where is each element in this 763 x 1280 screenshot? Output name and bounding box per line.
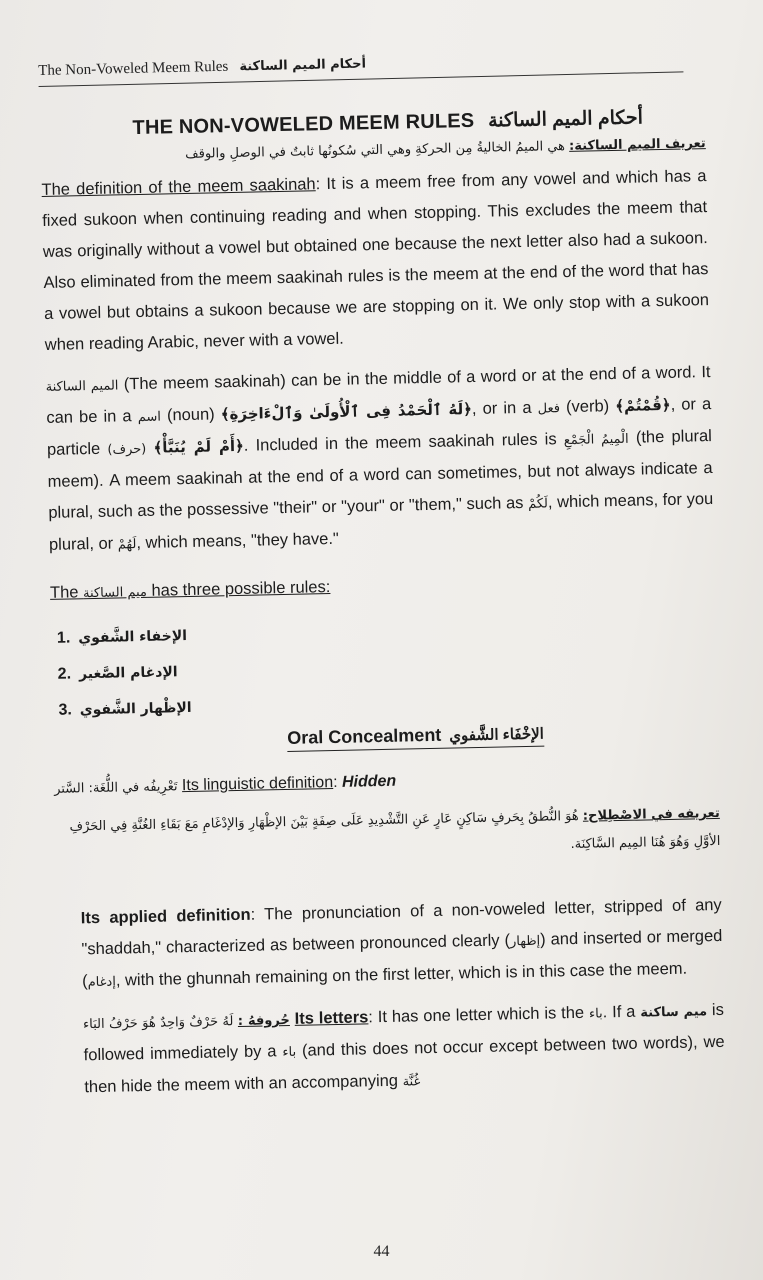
definition-paragraph (41, 161, 710, 361)
usage-text-3: , or in a (471, 398, 538, 419)
rule-number: 1. (56, 629, 71, 647)
letters-paragraph (59, 995, 726, 1105)
rules-intro-pre: The (49, 583, 84, 602)
applied-definition-arabic (55, 800, 721, 870)
running-head-title-arabic: أحكام الميم الساكنة (239, 56, 367, 75)
chapter-title-english: THE NON-VOWELED MEEM RULES (132, 109, 475, 140)
rules-list (57, 607, 718, 729)
usage-text-2: (noun) (160, 405, 221, 425)
page-number: 44 (373, 1243, 390, 1260)
running-head-title: The Non-Voweled Meem Rules (38, 58, 229, 79)
usage-text-10: , which means, "they have." (136, 529, 340, 553)
applied-text-2: ) and inserted or merged ( (81, 926, 723, 991)
definition-arabic (41, 136, 706, 165)
rule-number: 2. (57, 665, 72, 683)
izhar-arabic: إظهار (509, 933, 541, 950)
applied-arabic-text: هُوَ النُّطقُ بِحَرفٍ سَاكِنٍ عَارٍ عَنِ التَّشْدِيدِ عَلَى صِفَةٍ بَيْنَ الإظْهَارِ وَالإدْغَامِ مَعَ بَقَاءِ الغُنَّةِ فِي الحَرْفِ الأوَّلِ وَهُوَ هُنَا المِيم السَّاكِنَة. (69, 808, 721, 853)
lakum-arabic: لَكُمْ (527, 496, 549, 512)
definition-text: : It is a meem free from any vowel and which has a fixed sukoon when continuing reading and when stopping. This excludes the meem that was originally without a vowel but obtained one because the next letter also had a sukoon. Also eliminated from the meem saakinah rules is the meem at the end of the word that has a vowel but obtains a sukoon because we are stopping on it. We only stop with a sukoon when reading Arabic, never with a vowel. (42, 167, 710, 354)
plural-meem-arabic: الْمِيمُ الْجَمْعِ (563, 431, 629, 449)
letters-text-2: . If a (602, 1002, 641, 1022)
usage-text-7: . Included in the meem saakinah rules is (243, 430, 565, 455)
particle-example-arabic: ﴿أَمْ لَمْ يُنَبَّأْ﴾ (153, 436, 245, 457)
particle-arabic: (حرف) (107, 441, 147, 458)
lahum-arabic: لَهُمْ (117, 537, 137, 553)
usage-text-8: (the plural meem). A meem saakinah at the end of a word can sometimes, but not always indicate a plural, such as the possessive "their" or "your" or "them," such as (47, 427, 713, 522)
noun-example-arabic: ﴿لَهُ ٱلْحَمْدُ فِى ٱلْأُولَىٰ وَٱلْءَاخِرَةِ﴾ (220, 400, 473, 424)
rule-label-arabic: الإخفاء الشَّفوي (78, 628, 188, 647)
definition-arabic-heading: تعريف الميم الساكنة: (568, 136, 706, 154)
section-title: Oral Concealment (287, 724, 442, 748)
usage-text-9: , which means, for you plural, or (48, 489, 714, 554)
applied-text-3: , with the ghunnah remaining on the first letter, which is in this case the meem. (115, 959, 688, 990)
idgham-arabic: إدغام (87, 974, 117, 991)
definition-label: The definition of the meem saakinah (41, 175, 316, 199)
baa-arabic: باء (588, 1006, 603, 1022)
letters-text-3: is followed immediately by a (83, 1000, 725, 1065)
linguistic-definition (54, 766, 719, 798)
applied-text-1: : The pronunciation of a non-voweled letter, stripped of any "shaddah," characterized as between pronounced clearly ( (81, 895, 722, 959)
verb-example-arabic: ﴿قُمْتُمْ﴾ (615, 395, 671, 416)
letters-label: Its letters (294, 1008, 369, 1028)
linguistic-separator: : (332, 773, 343, 792)
ghunnah-arabic: غُنَّة (402, 1074, 421, 1090)
letters-text-1: : It has one letter which is the (368, 1003, 590, 1027)
linguistic-label: Its linguistic definition (181, 774, 334, 795)
usage-text-4: (verb) (559, 397, 616, 417)
letters-arabic-heading: حُروفهُ : (237, 1012, 290, 1030)
letters-arabic (83, 1013, 290, 1032)
rules-intro (50, 570, 715, 603)
chapter-title (70, 105, 705, 141)
letters-arabic-text: لَهُ حَرْفٌ وَاحِدٌ هُوَ حَرْفُ البَاء (82, 1014, 234, 1033)
applied-arabic-heading: تعريفه في الاصْطِلاح: (582, 805, 720, 824)
noun-arabic: اسم (137, 409, 162, 426)
rule-number: 3. (58, 701, 72, 719)
rule-label-arabic: الإظْهار الشَّفوي (79, 699, 192, 719)
chapter-title-arabic: أحكام الميم الساكنة (487, 107, 644, 132)
applied-definition-paragraph (57, 890, 724, 999)
rule-label-arabic: الإدغام الصَّغير (78, 664, 178, 683)
running-head (38, 45, 688, 87)
linguistic-answer: Hidden (341, 772, 397, 791)
letters-text-4: (and this does not occur except between two words), we then hide the meem with an accompanying (84, 1032, 725, 1097)
usage-term-arabic: الميم الساكنة (45, 378, 119, 395)
meem-saakinah-arabic: ميم ساكنة (640, 1004, 708, 1021)
section-title-arabic: الإخْفَاء الشَّفوي (449, 725, 545, 745)
applied-label: Its applied definition (80, 905, 251, 928)
baa-arabic-2: باء (282, 1044, 297, 1061)
verb-arabic: فعل (537, 401, 561, 417)
rules-intro-term-arabic: ميم الساكنة (82, 584, 148, 602)
rules-intro-post: has three possible rules: (146, 578, 331, 600)
usage-text-1: (The meem saakinah) can be in the middle of a word or at the end of a word. It can be in a (46, 363, 711, 427)
linguistic-arabic: تَعْرِيفُه في اللُّغَة: السَّتر (53, 779, 178, 797)
definition-arabic-text: هي الميمُ الخاليةُ مِن الحركةِ وهي التي سُكونُها ثابتٌ في الوصلِ والوقف (185, 139, 566, 162)
usage-text-5: , or a particle (46, 395, 712, 459)
page-content (40, 101, 726, 1105)
usage-paragraph (45, 357, 714, 562)
